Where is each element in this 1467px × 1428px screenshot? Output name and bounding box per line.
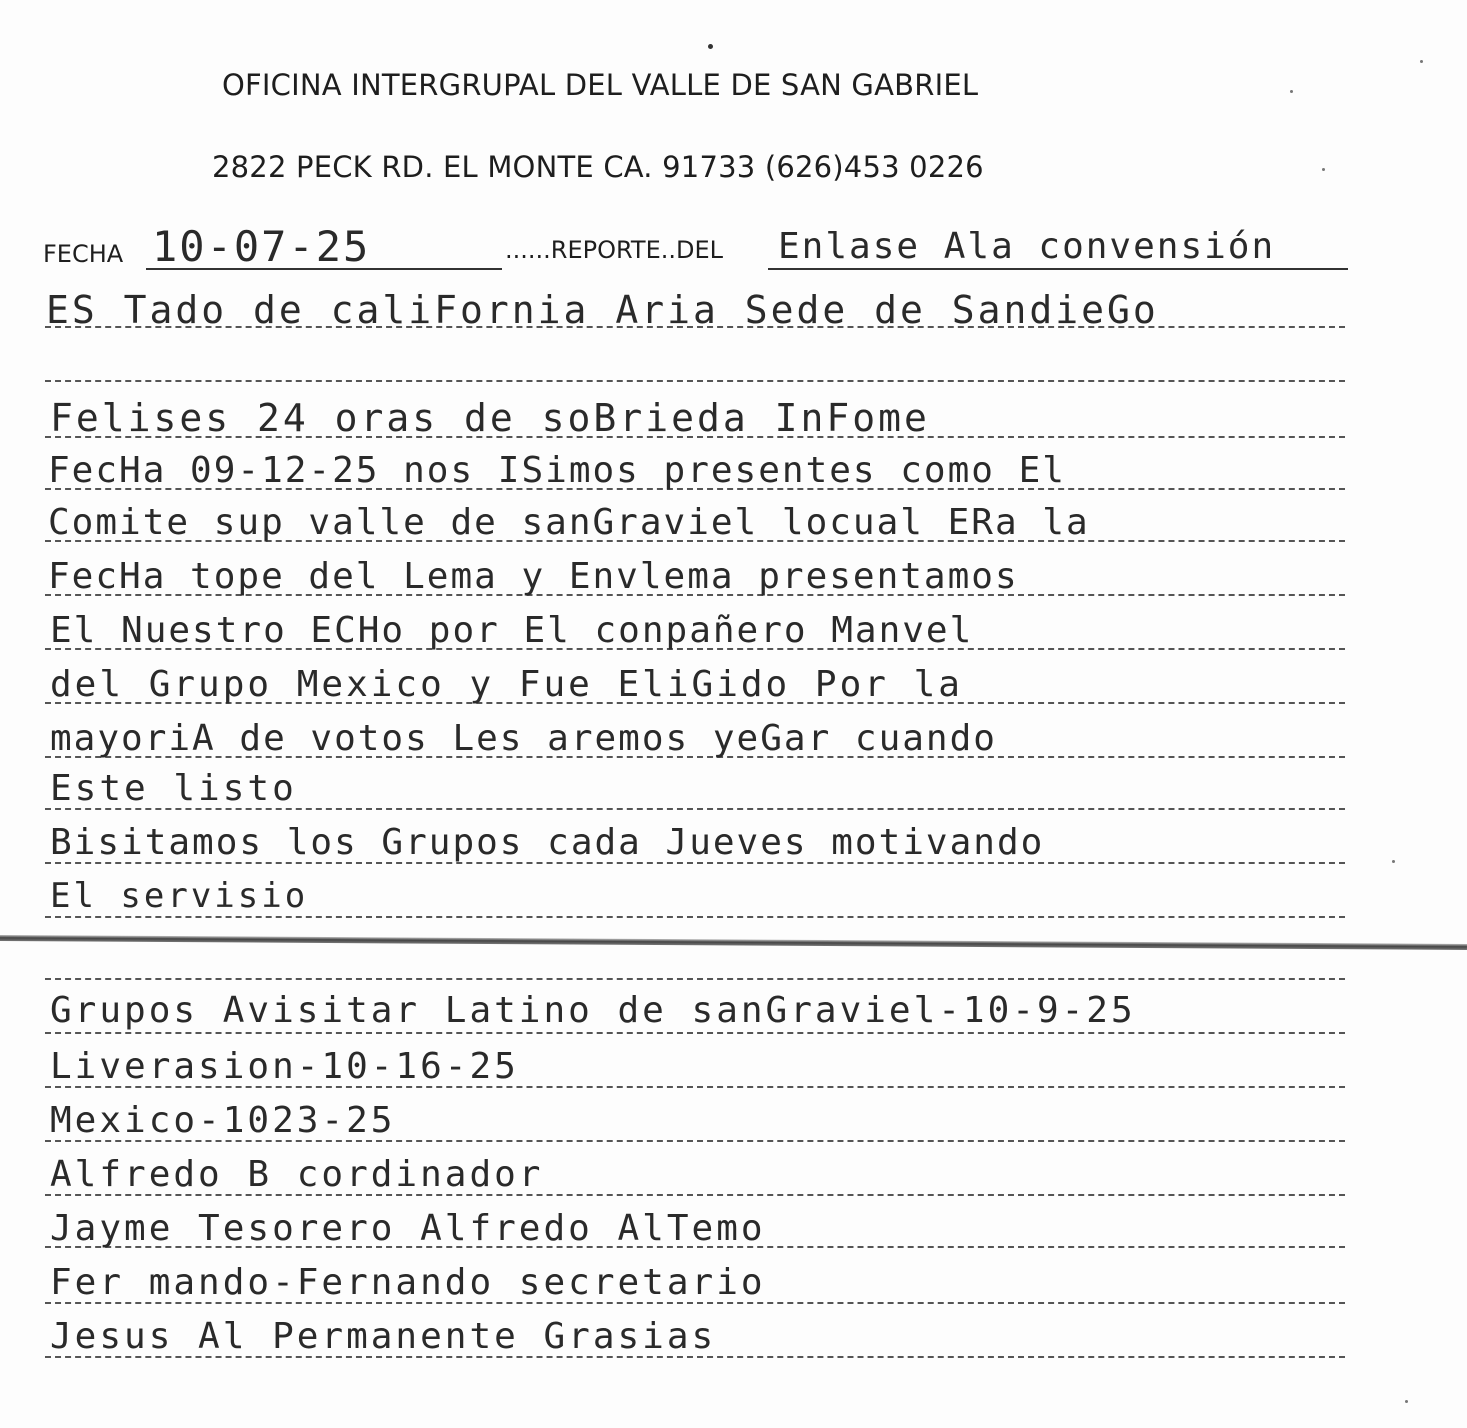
- handwritten-line: Este listo: [50, 768, 297, 809]
- handwritten-line: El Nuestro ECHo por El conpañero Manvel: [50, 610, 974, 651]
- page-fold-crease: [0, 935, 1467, 950]
- handwritten-line: Comite sup valle de sanGraviel locual ERa la: [48, 502, 1090, 543]
- organization-title: OFICINA INTERGRUPAL DEL VALLE DE SAN GABRIEL: [222, 68, 979, 102]
- handwritten-line: ES Tado de caliFornia Aria Sede de SandieGo: [46, 288, 1159, 332]
- fecha-label: FECHA: [43, 240, 124, 268]
- fecha-value: 10-07-25: [152, 222, 371, 271]
- ruled-line: [45, 978, 1345, 980]
- handwritten-line: mayoriA de votos Les aremos yeGar cuando: [50, 718, 997, 759]
- handwritten-line: Jesus Al Permanente Grasias: [50, 1316, 717, 1357]
- scan-speck: [1290, 90, 1293, 93]
- handwritten-line: Liverasion-10-16-25: [50, 1046, 519, 1087]
- scan-speck: [1392, 860, 1395, 863]
- handwritten-line: Fer mando-Fernando secretario: [50, 1262, 766, 1303]
- scan-speck: [1322, 168, 1325, 171]
- ruled-line: [45, 916, 1345, 918]
- scan-speck: [708, 44, 713, 49]
- handwritten-line: Alfredo B cordinador: [50, 1154, 544, 1195]
- scan-speck: [1405, 1400, 1408, 1403]
- handwritten-line: FecHa tope del Lema y Envlema presentamos: [48, 556, 1019, 597]
- handwritten-line: Grupos Avisitar Latino de sanGraviel-10-9-25: [50, 990, 1136, 1031]
- handwritten-line: Mexico-1023-25: [50, 1100, 396, 1141]
- handwritten-line: Felises 24 oras de soBrieda InFome: [50, 396, 930, 440]
- scan-speck: [1420, 60, 1423, 63]
- handwritten-line: Jayme Tesorero Alfredo AlTemo: [50, 1208, 766, 1249]
- ruled-line: [45, 1032, 1345, 1034]
- reporte-underline: [768, 268, 1348, 270]
- reporte-value: Enlase Ala convensión: [778, 226, 1276, 267]
- handwritten-line: del Grupo Mexico y Fue EliGido Por la: [50, 664, 963, 705]
- organization-address: 2822 PECK RD. EL MONTE CA. 91733 (626)453 0226: [212, 150, 984, 184]
- ruled-line: [45, 380, 1345, 382]
- handwritten-line: Bisitamos los Grupos cada Jueves motivando: [50, 822, 1045, 863]
- handwritten-line: El servisio: [50, 876, 309, 916]
- handwritten-line: FecHa 09-12-25 nos ISimos presentes como El: [48, 450, 1066, 491]
- reporte-label: ......REPORTE..DEL: [505, 236, 724, 264]
